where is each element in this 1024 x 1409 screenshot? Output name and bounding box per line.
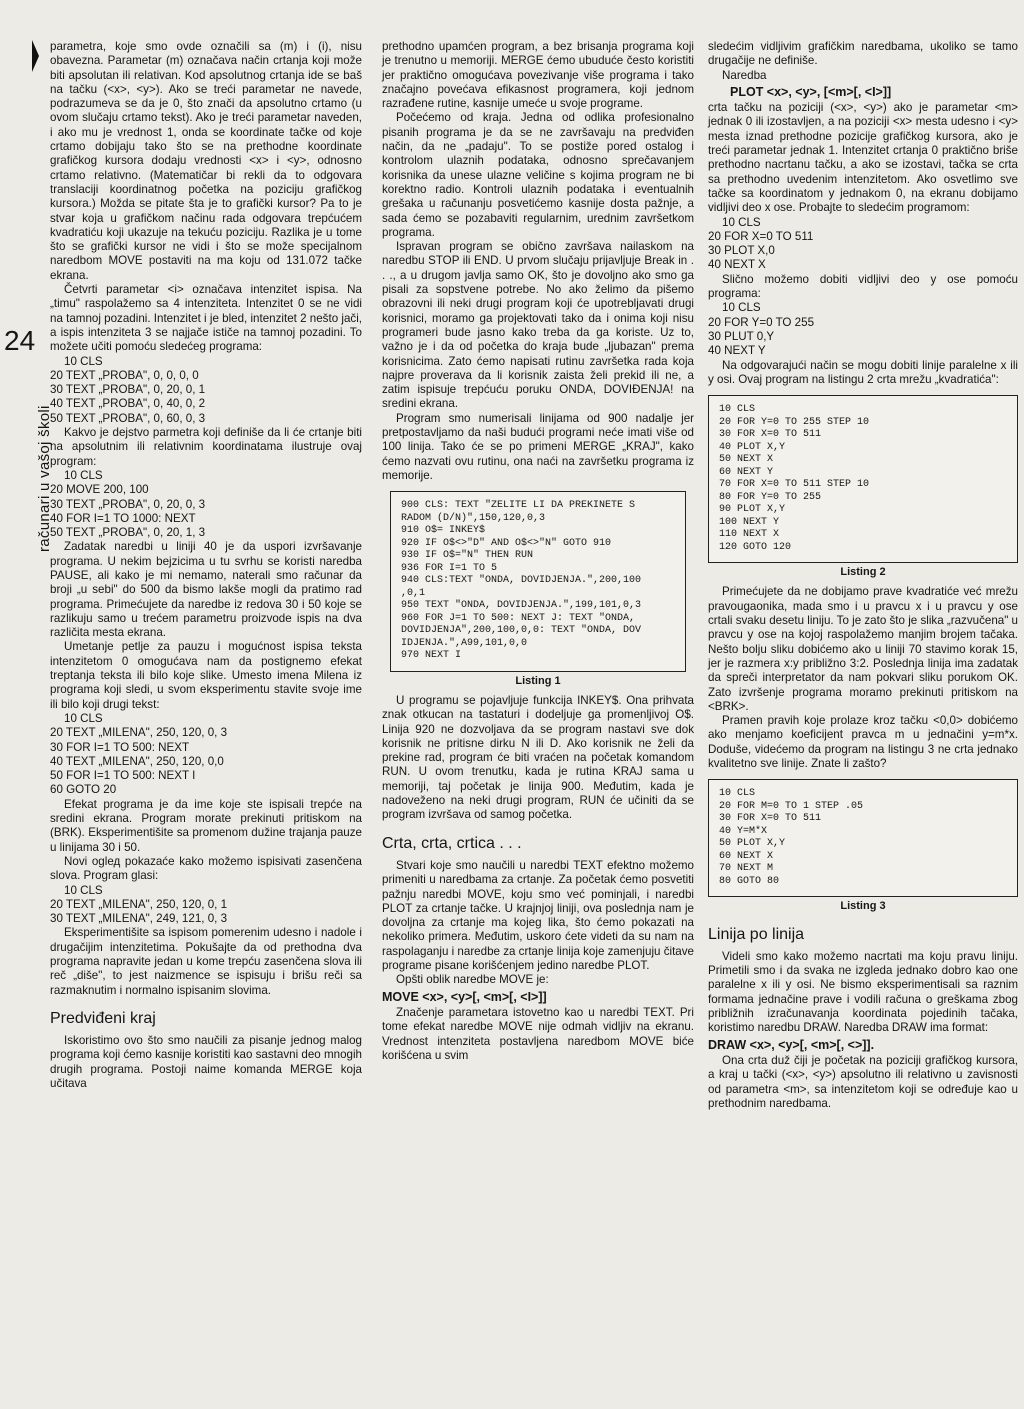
- paragraph: Naredba: [722, 68, 767, 82]
- column-2: [382, 40, 694, 1063]
- continuation-arrow: [32, 40, 39, 72]
- listing-caption: Listing 2: [840, 566, 886, 579]
- paragraph: prethodno upamćen program, a bez brisanja programa koji je trenutno u memoriji. MERGE ćemo ubuduće često koristiti jer praktično omogućava povezivanje više programa i tako značajno povećava efikasnost programera, koji jednom razrađene rutine, kasnije umeće u svoje programe.: [382, 40, 694, 111]
- listing-2: 10 CLS 20 FOR Y=0 TO 255 STEP 10 30 FOR X=0 TO 511 40 PLOT X,Y 50 NEXT X 60 NEXT Y 70 FOR X=0 TO 511 STEP 10 80 FOR Y=0 TO 255 90 PLOT X,Y 100 NEXT Y 110 NEXT X 120 GOTO 120: [708, 395, 1018, 563]
- paragraph: sledećim vidljivim grafičkim naredbama, ukoliko se tamo drugačije ne definiše.: [708, 40, 1018, 68]
- paragraph: Umetanje petlje za pauzu i mogućnost ispisa teksta intenzitetom 0 omogućava nam da postignemo efekat treptanja teksta ili bilo koje slike. Umesto imena Milena iz programa koji sledi, u svom eksperimentu stavite svoje ime ili bilo koji drugi tekst:: [50, 640, 362, 711]
- code-block: 10 CLS 20 TEXT „MILENA", 250, 120, 0, 3 30 FOR I=1 TO 500: NEXT 40 TEXT „MILENA", 250, 120, 0,0 50 FOR I=1 TO 500: NEXT I 60 GOTO 20: [50, 711, 228, 797]
- paragraph: Opšti oblik naredbe MOVE je:: [396, 973, 549, 987]
- command-format: PLOT <x>, <y>, [<m>[, <I>]]: [730, 84, 892, 99]
- listing-caption: Listing 3: [840, 900, 886, 913]
- paragraph: crta tačku na poziciji (<x>, <y>) ako je parametar <m> jednak 0 ili izostavljen, a na poziciji <x> mesta udesno i <y> mesta iznad prethodne pozicije grafičkog kursora, ako je treći parametar jednak 1. Intenzitet crtanja 0 praktično briše prethodno nacrtanu tačku, a ako se izostavi, tačka se crta sa prethodno uvedenim intenzitetom. Ako osvetlimo sve tačke sa koordinatom y jednakom 0, na ekranu dobijamo vidljivi deo x ose. Probajte to sledećim programom:: [708, 101, 1018, 215]
- paragraph: Iskoristimo ovo što smo naučili za pisanje jednog malog programa koji ćemo kasnije koristiti kao sastavni deo mnogih drugih programa. Postoji naime komanda MERGE koja učitava: [50, 1034, 362, 1091]
- paragraph: Počećemo od kraja. Jedna od odlika profesionalno pisanih programa je da se ne završavaju na predviđen način, da ne „padaju". To se postiže pored ostalog i kontrolom ulaznih podataka, odnosno sprečavanjem korisnika da unese ulazne veličine s kojima program ne bi korektno radio. Kontroli ulaznih podataka i eventualnih grešaka u računanju posvetićemo kasnije dosta pažnje, a sada ćemo se pozabaviti regularnim, urednim završetkom programa.: [382, 111, 694, 239]
- code-block: 10 CLS 20 FOR Y=0 TO 255 30 PLUT 0,Y 40 NEXT Y: [708, 301, 815, 358]
- code-block: 10 CLS 20 FOR X=0 TO 511 30 PLOT X,0 40 NEXT X: [708, 215, 814, 272]
- paragraph: Ispravan program se obično završava nailaskom na naredbu STOP ili END. U prvom slučaju prijavljuje Break in . . ., a u drugom javlja samo OK, što je dovoljno ako smo ga pisali za sopstvene potrebe. No ako želimo da pišemo obrazovni ili neki drugi program koji će upotrebljavati drugi korisnici, moramo ga projektovati tako da i onima koji nisu programeri bude jasno kako treba da ga koriste. Uz to, važno je i da od početka do kraja bude „ljubazan" prema korisnicima. Zato ćemo napisati rutinu završetka rada koja najpre proverava da li korisnik zaista želi prekid ili ne, a zatim ispisuje trepćuću poruku ONDA, DOVIĐENJA! na sredini ekrana.: [382, 240, 694, 411]
- paragraph: Primećujete da ne dobijamo prave kvadratiće već mrežu pravougaonika, mada smo i u pravcu x i u pravcu y ose crtali svaku desetu liniju. To je zato što je slika „razvučena" u pravcu y ose na kojoj raspolažemo manjim brojem tačaka. Nešto bolju sliku dobićemo ako u liniji 70 stavimo korak 15, jer je razmera x:y približno 3:2. Poslednja linija ima zadatak da spreči interpretator da nam pokvari sliku porukom OK. Zato izvršenje programa moramo prekinuti pritiskom na <BRK>.: [708, 585, 1018, 713]
- column-1: [50, 40, 362, 1091]
- paragraph: Na odgovarajući način se mogu dobiti linije paralelne x ili y osi. Ovaj program na listingu 2 crta mrežu „kvadratića":: [708, 358, 1018, 386]
- command-format: MOVE <x>, <y>[, <m>[, <I>]]: [382, 989, 547, 1004]
- paragraph: Četvrti parametar <i> označava intenzitet ispisa. Na „timu" raspolažemo sa 4 intenziteta. Intenzitet 0 se ne vidi na tamnoj pozadini. Intenzitet i je bled, intenzitet 2 nešto jači, a ispis intenziteta 3 se najjače ističe na tamnoj pozadini. To možete učiti pomoću sledećeg programa:: [50, 283, 362, 354]
- column-3: [708, 40, 1018, 1111]
- paragraph: Eksperimentišite sa ispisom pomerenim udesno i nadole i drugačijim intenzitetima. Pokušajte da od prethodna dva programa napravite jedan u kome trepću zasenčena slova ili reč „diše", to jest naizmence se ispisuju i brišu reči sa razmaknutim i normalno ispisanim slovima.: [50, 926, 362, 997]
- paragraph: Pramen pravih koje prolaze kroz tačku <0,0> dobićemo ako menjamo koeficijent pravca m u jednačini y=m*x. Doduše, videćemo da program na listingu 3 ne crta jednako kvalitetno sve linije. Znate li zašto?: [708, 714, 1018, 770]
- magazine-section-title: računari u vašoj školi: [36, 405, 53, 552]
- paragraph: Stvari koje smo naučili u naredbi TEXT efektno možemo primeniti u naredbama za crtanje. Za početak ćemo posvetiti pažnju naredbi MOVE, koju smo već pominjali, i naredbi PLOT za crtanje tačke. U krajnjoj liniji, ova poslednja nam je dovoljna za crtanje ma kojeg lika, što ćemo pokazati na nekoliko primera. Međutim, uskoro ćete videti da su nam na raspolaganju i naredbe za crtanje linija koje zamenjuju čitave programe pisane korišćenjem jedino naredbe PLOT.: [382, 858, 694, 973]
- paragraph: Videli smo kako možemo nacrtati ma koju pravu liniju. Primetili smo i da svaka ne izgleda jednako dobro kao one paralelne x ili y osi. Ne bismo eksperimentisali sa raznim formama jednačine prave i vodili računa o greškama zbog približnih izračunavanja koordinata pojedinih tačaka, koristimo naredbu DRAW. Naredba DRAW ima format:: [708, 949, 1018, 1035]
- code-block: 10 CLS 20 TEXT „MILENA", 250, 120, 0, 1 30 TEXT „MILENA", 249, 121, 0, 3: [50, 883, 228, 926]
- paragraph: Ona crta duž čiji je početak na poziciji grafičkog kursora, a kraj u tački (<x>, <y>) apsolutno ili relativno u zavisnosti od parametra <m>, sa intenzitetom koji se određuje kao u prethodnim naredbama.: [708, 1053, 1018, 1110]
- listing-1: 900 CLS: TEXT "ZELITE LI DA PREKINETE S RADOM (D/N)",150,120,0,3 910 O$= INKEY$ 920 IF O$<>"D" AND O$<>"N" GOTO 910 930 IF O$="N" THEN RUN 936 FOR I=1 TO 5 940 CLS:TEXT "ONDA, DOVIDJENJA.",200,100 ,0,1 950 TEXT "ONDA, DOVIDJENJA.",199,101,0,3 960 FOR J=1 TO 500: NEXT J: TEXT "ONDA, DOVIDJENJA",200,100,0,0: TEXT "ONDA, DOV IDJENJA.",A99,101,0,0 970 NEXT I: [390, 491, 686, 672]
- paragraph: Kakvo je dejstvo parmetra koji definiše da li će crtanje biti na apsolutnim ili relativnim koordinatama ilustruje ovaj program:: [50, 426, 362, 468]
- section-heading: Linija po linija: [708, 925, 805, 943]
- paragraph: Novi oglед pokazaće kako možemo ispisivati zasenčena slova. Program glasi:: [50, 854, 362, 883]
- section-heading: Crta, crta, crtica . . .: [382, 834, 522, 852]
- paragraph: parametra, koje smo ovde označili sa (m) i (i), nisu obavezna. Parametar (m) označava način crtanja koji može biti apsolutan ili relativan. Kod apsolutnog crtanja ide se baš na tačku (<x>, <y>). Ako se treći parametar ne navede, podrazumeva se da je 0, što znači da apsolutno crtamo (u ovom slučaju crtamo tekst). Ako je treći parametar naveden, i ako mu je vrednost 1, onda se koordinate tačke od koje crtamo dobijaju tako što se na prethodne koordinate grafičkog kursora dodaju vrednosti <x> i <y>, odnosno crtamo relativno. (Matematičar bi rekli da to odgovara translaciji koordinatnog početka na poziciju grafičkog kursora.) Možda se pitate šta je to grafički kursor? Pa to je stvar koja u grafičkom načinu rada odgovara trepćućem kvadratiću koji ukazuje na tekuću poziciju. Razlika je u tome što se grafički kursor ne vidi i što se može specijalnom naredbom MOVE postaviti na ma koju od 131.072 tačke ekrana.: [50, 40, 362, 282]
- code-block: 10 CLS 20 MOVE 200, 100 30 TEXT „PROBA", 0, 20, 0, 3 40 FOR I=1 TO 1000: NEXT 50 TEXT „PROBA", 0, 20, 1, 3: [50, 468, 206, 540]
- listing-caption: Listing 1: [515, 674, 561, 687]
- command-format: DRAW <x>, <y>[, <m>[, <>]].: [708, 1037, 875, 1052]
- paragraph: Slično možemo dobiti vidljivi deo y ose pomoću programa:: [708, 272, 1018, 301]
- section-heading: Predviđeni kraj: [50, 1009, 156, 1027]
- paragraph: Efekat programa je da ime koje ste ispisali trepće na sredini ekrana. Program morate prekinuti pritiskom na (BRK). Eksperimentišite sa promenom dužine trajanja pauze u linijama 30 i 50.: [50, 797, 362, 854]
- paragraph: Značenje parametara istovetno kao u naredbi TEXT. Pri tome efekat naredbe MOVE nije odmah vidljiv na ekranu. Vrednost intenziteta postavljena naredbom MOVE biće korišćena u svim: [382, 1005, 694, 1062]
- code-block: 10 CLS 20 TEXT „PROBA", 0, 0, 0, 0 30 TEXT „PROBA", 0, 20, 0, 1 40 TEXT „PROBA", 0, 40, 0, 2 50 TEXT „PROBA", 0, 60, 0, 3: [50, 354, 206, 425]
- page-number: 24: [4, 325, 36, 356]
- paragraph: Program smo numerisali linijama od 900 nadalje jer pretpostavljamo da naši budući programi neće imati više od 100 linija. Tako će se po primeni MERGE „KRAJ", kako ćemo nazvati ovu rutinu, ona naći na završetku programa iz memorije.: [382, 411, 694, 482]
- paragraph: U programu se pojavljuje funkcija INKEY$. Ona prihvata znak otkucan na tastaturi i dodeljuje ga promenljivoj O$. Linija 920 ne dozvoljava da se program nastavi sve dok korisnik ne pritisne dirku N ili D. Ako korisnik ne želi da prekine rad, program će biti vraćen na početak komandom RUN. U ovom trenutku, kada je rutina KRAJ sama u memoriji, taj početak je linija 900. Međutim, kada je nadoveženo na neki drugi program, RUN će učiniti da se program izvršava od samog početka.: [382, 694, 694, 822]
- listing-3: 10 CLS 20 FOR M=0 TO 1 STEP .05 30 FOR X=0 TO 511 40 Y=M*X 50 PLOT X,Y 60 NEXT X 70 NEXT M 80 GOTO 80: [708, 779, 1018, 897]
- paragraph: Zadatak naredbi u liniji 40 je da uspori izvršavanje programa. U nekim bejzicima u tu svrhu se koristi naredba PAUSE, ali kako je mi nemamo, naterali smo računar da broji „u sebi" do 500 da bismo lakše mogli da pratimo rad programa. Primećujete da naredbe iz redova 30 i 50 koje se razlikuju samo u trećem parametru proizvode ispis na dva različita mesta ekrana.: [50, 540, 362, 640]
